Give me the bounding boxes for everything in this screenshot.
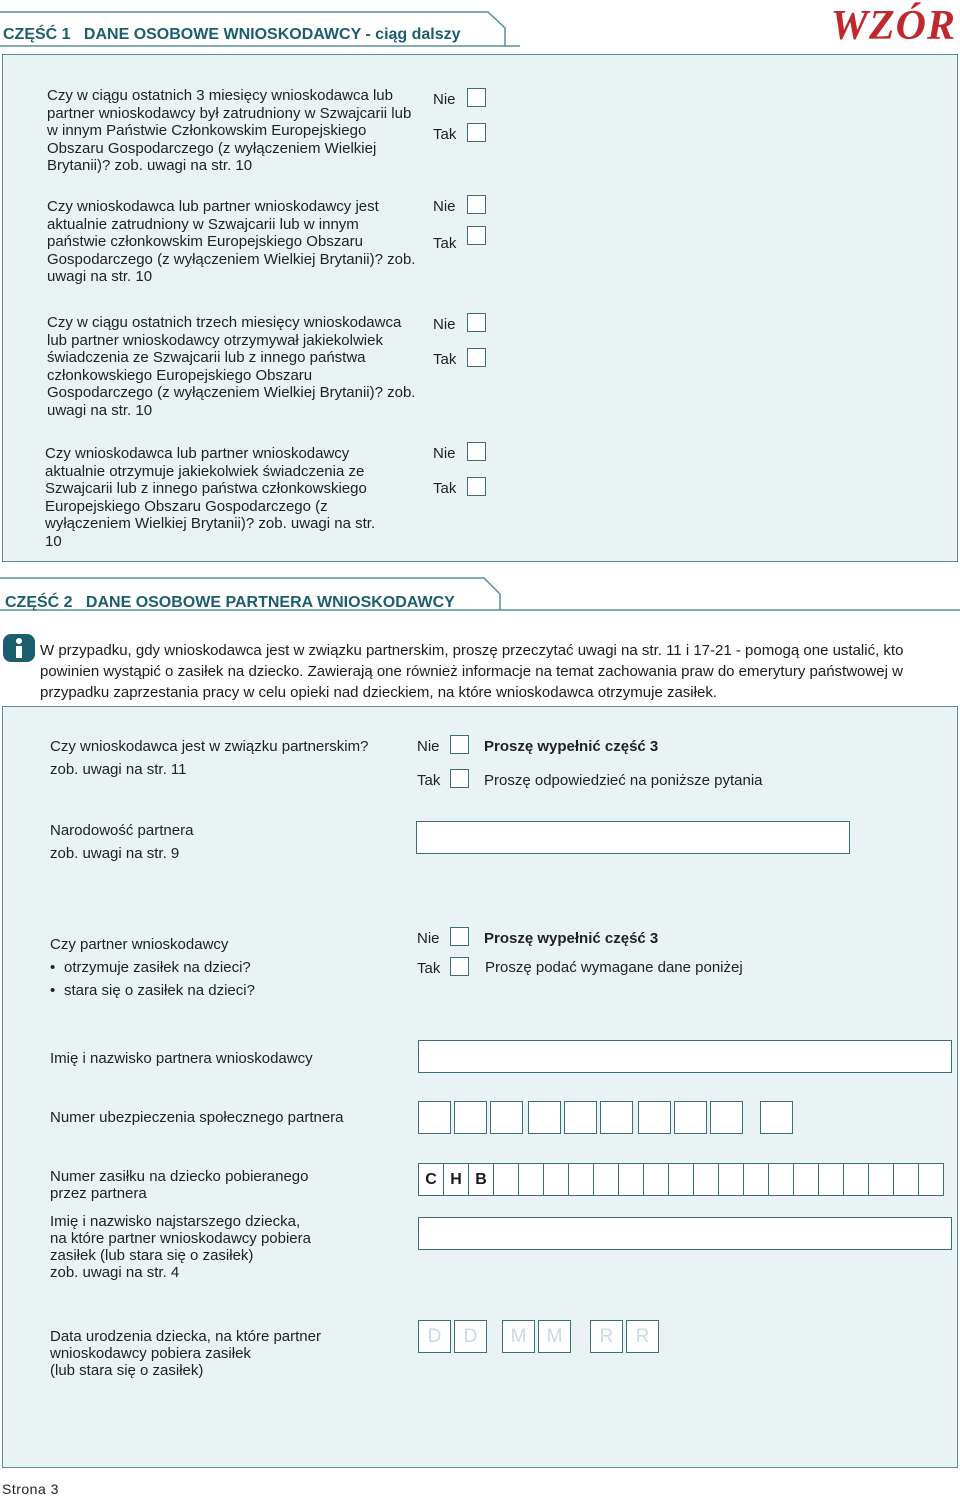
- q1-yes-checkbox[interactable]: [467, 123, 486, 142]
- benefit-number-label-1: Numer zasiłku na dziecko pobieranego: [50, 1168, 309, 1185]
- benefit-number-digit-3[interactable]: [543, 1163, 569, 1196]
- partner-name-field[interactable]: [418, 1040, 952, 1073]
- benefit-question: Czy partner wnioskodawcy: [50, 936, 229, 953]
- benefit-no-checkbox[interactable]: [450, 927, 469, 946]
- benefit-number-digit-4[interactable]: [568, 1163, 594, 1196]
- question-benefits-past: Czy w ciągu ostatnich trzech miesięcy wnioskodawca lub partner wnioskodawcy otrzymywał jakiekolwiek świadczenia ze Szwajcarii lub z innego państwa członkowskiego Europejskiego Obszaru Gospodarczego (z wyłączeniem Wielkiej Brytanii)? zob. uwagi na str. 10: [47, 314, 416, 419]
- part2-info-text: W przypadku, gdy wnioskodawca jest w związku partnerskim, proszę przeczytać uwagi na str. 11 i 17-21 - pomogą one ustalić, kto powinien wystąpić o zasiłek na dziecko. Zawierają one również informacje na temat zachowania praw do emerytury państwowej w przypadku zaprzestania pracy w celu opieki nad dzieckiem, na które wnioskodawca otrzymuje zasiłek.: [40, 642, 904, 701]
- insurance-digit-7[interactable]: [638, 1101, 671, 1134]
- benefit-number-digit-12[interactable]: [768, 1163, 794, 1196]
- child-name-label-1: Imię i nazwisko najstarszego dziecka,: [50, 1213, 301, 1230]
- insurance-letter[interactable]: [760, 1101, 793, 1134]
- part1-title: CZĘŚĆ 1 DANE OSOBOWE WNIOSKODAWCY - ciąg dalszy: [3, 26, 461, 43]
- q3-no-checkbox[interactable]: [467, 313, 486, 332]
- q1-no-label: Nie: [433, 91, 456, 108]
- benefit-prefix-h: H: [443, 1163, 469, 1196]
- benefit-number-digit-6[interactable]: [618, 1163, 644, 1196]
- dob-month-2[interactable]: M: [538, 1320, 571, 1353]
- dob-year-2[interactable]: R: [626, 1320, 659, 1353]
- partnership-question: Czy wnioskodawca jest w związku partnerskim?: [50, 738, 369, 755]
- benefit-number-digit-13[interactable]: [793, 1163, 819, 1196]
- insurance-digit-5[interactable]: [564, 1101, 597, 1134]
- benefit-number-digit-5[interactable]: [593, 1163, 619, 1196]
- question-employed-past: Czy w ciągu ostatnich 3 miesięcy wnioskodawca lub partner wnioskodawcy był zatrudniony w Szwajcarii lub w innym Państwie Członkowskim Europejskiego Obszaru Gospodarczego (z wyłączeniem Wielkiej Brytanii)? zob. uwagi na str. 10: [47, 87, 412, 175]
- benefit-number-label-2: przez partnera: [50, 1185, 147, 1202]
- benefit-prefix-c: C: [418, 1163, 444, 1196]
- q4-no-checkbox[interactable]: [467, 442, 486, 461]
- insurance-digit-9[interactable]: [710, 1101, 743, 1134]
- dob-year-1[interactable]: R: [590, 1320, 623, 1353]
- benefit-number-digit-17[interactable]: [893, 1163, 919, 1196]
- insurance-digit-4[interactable]: [528, 1101, 561, 1134]
- benefit-number-digit-2[interactable]: [518, 1163, 544, 1196]
- benefit-bullet-receives: • otrzymuje zasiłek na dzieci?: [50, 957, 251, 978]
- partnership-yes-label: Tak: [417, 772, 441, 789]
- nationality-label: Narodowość partnera: [50, 822, 194, 839]
- q4-yes-label: Tak: [433, 480, 457, 497]
- partner-name-label: Imię i nazwisko partnera wnioskodawcy: [50, 1050, 313, 1067]
- q2-yes-label: Tak: [433, 235, 457, 252]
- benefit-number-digit-9[interactable]: [693, 1163, 719, 1196]
- q3-yes-checkbox[interactable]: [467, 348, 486, 367]
- part2-title: CZĘŚĆ 2 DANE OSOBOWE PARTNERA WNIOSKODAWCY: [5, 594, 455, 611]
- insurance-digit-2[interactable]: [454, 1101, 487, 1134]
- benefit-number-digit-15[interactable]: [843, 1163, 869, 1196]
- watermark-wzor: WZÓR: [830, 3, 956, 49]
- partnership-yes-instruction: Proszę odpowiedzieć na poniższe pytania: [484, 772, 763, 789]
- partnership-note: zob. uwagi na str. 11: [50, 761, 187, 778]
- q1-no-checkbox[interactable]: [467, 88, 486, 107]
- q3-yes-label: Tak: [433, 351, 457, 368]
- benefit-no-label: Nie: [417, 930, 440, 947]
- child-name-note: zob. uwagi na str. 4: [50, 1264, 180, 1281]
- benefit-prefix-b: B: [468, 1163, 494, 1196]
- benefit-no-instruction: Proszę wypełnić część 3: [484, 930, 659, 947]
- insurance-digit-8[interactable]: [674, 1101, 707, 1134]
- insurance-number-label: Numer ubezpieczenia społecznego partnera: [50, 1109, 344, 1126]
- dob-day-1[interactable]: D: [418, 1320, 451, 1353]
- dob-label-3: (lub stara się o zasiłek): [50, 1362, 204, 1379]
- dob-day-2[interactable]: D: [454, 1320, 487, 1353]
- q4-no-label: Nie: [433, 445, 456, 462]
- benefit-number-digit-18[interactable]: [918, 1163, 944, 1196]
- q1-yes-label: Tak: [433, 126, 457, 143]
- dob-label-2: wnioskodawcy pobiera zasiłek: [50, 1345, 251, 1362]
- benefit-bullet-applies: • stara się o zasiłek na dzieci?: [50, 980, 255, 1001]
- partnership-yes-checkbox[interactable]: [450, 769, 469, 788]
- partnership-no-checkbox[interactable]: [450, 735, 469, 754]
- q2-yes-checkbox[interactable]: [467, 226, 486, 245]
- benefit-number-digit-16[interactable]: [868, 1163, 894, 1196]
- benefit-yes-label: Tak: [417, 960, 441, 977]
- nationality-note: zob. uwagi na str. 9: [50, 845, 180, 862]
- nationality-field[interactable]: [416, 821, 850, 854]
- page-number: Strona 3: [2, 1481, 59, 1497]
- dob-label-1: Data urodzenia dziecka, na które partner: [50, 1328, 321, 1345]
- benefit-number-digit-10[interactable]: [718, 1163, 744, 1196]
- benefit-number-digit-11[interactable]: [743, 1163, 769, 1196]
- q4-yes-checkbox[interactable]: [467, 477, 486, 496]
- benefit-yes-instruction: Proszę podać wymagane dane poniżej: [485, 959, 743, 976]
- benefit-number-digit-1[interactable]: [493, 1163, 519, 1196]
- child-name-label-3: zasiłek (lub stara się o zasiłek): [50, 1247, 254, 1264]
- insurance-digit-6[interactable]: [600, 1101, 633, 1134]
- benefit-number-digit-14[interactable]: [818, 1163, 844, 1196]
- question-employed-now: Czy wnioskodawca lub partner wnioskodawcy jest aktualnie zatrudniony w Szwajcarii lub w innym państwie członkowskim Europejskiego Obszaru Gospodarczego (z wyłączeniem Wielkiej Brytanii)? zob. uwagi na str. 10: [47, 198, 416, 286]
- child-name-field[interactable]: [418, 1217, 952, 1250]
- question-benefits-now: Czy wnioskodawca lub partner wnioskodawcy aktualnie otrzymuje jakiekolwiek świadczenia ze Szwajcarii lub z innego państwa członkowskiego Europejskiego Obszaru Gospodarczego (z wyłączeniem Wielkiej Brytanii)? zob. uwagi na str. 10: [45, 445, 376, 550]
- insurance-digit-3[interactable]: [490, 1101, 523, 1134]
- q2-no-label: Nie: [433, 198, 456, 215]
- benefit-yes-checkbox[interactable]: [450, 957, 469, 976]
- info-icon: [2, 633, 36, 663]
- dob-month-1[interactable]: M: [502, 1320, 535, 1353]
- partnership-no-label: Nie: [417, 738, 440, 755]
- insurance-digit-1[interactable]: [418, 1101, 451, 1134]
- benefit-number-digit-8[interactable]: [668, 1163, 694, 1196]
- child-name-label-2: na które partner wnioskodawcy pobiera: [50, 1230, 311, 1247]
- q3-no-label: Nie: [433, 316, 456, 333]
- partnership-no-instruction: Proszę wypełnić część 3: [484, 738, 659, 755]
- q2-no-checkbox[interactable]: [467, 195, 486, 214]
- benefit-number-digit-7[interactable]: [643, 1163, 669, 1196]
